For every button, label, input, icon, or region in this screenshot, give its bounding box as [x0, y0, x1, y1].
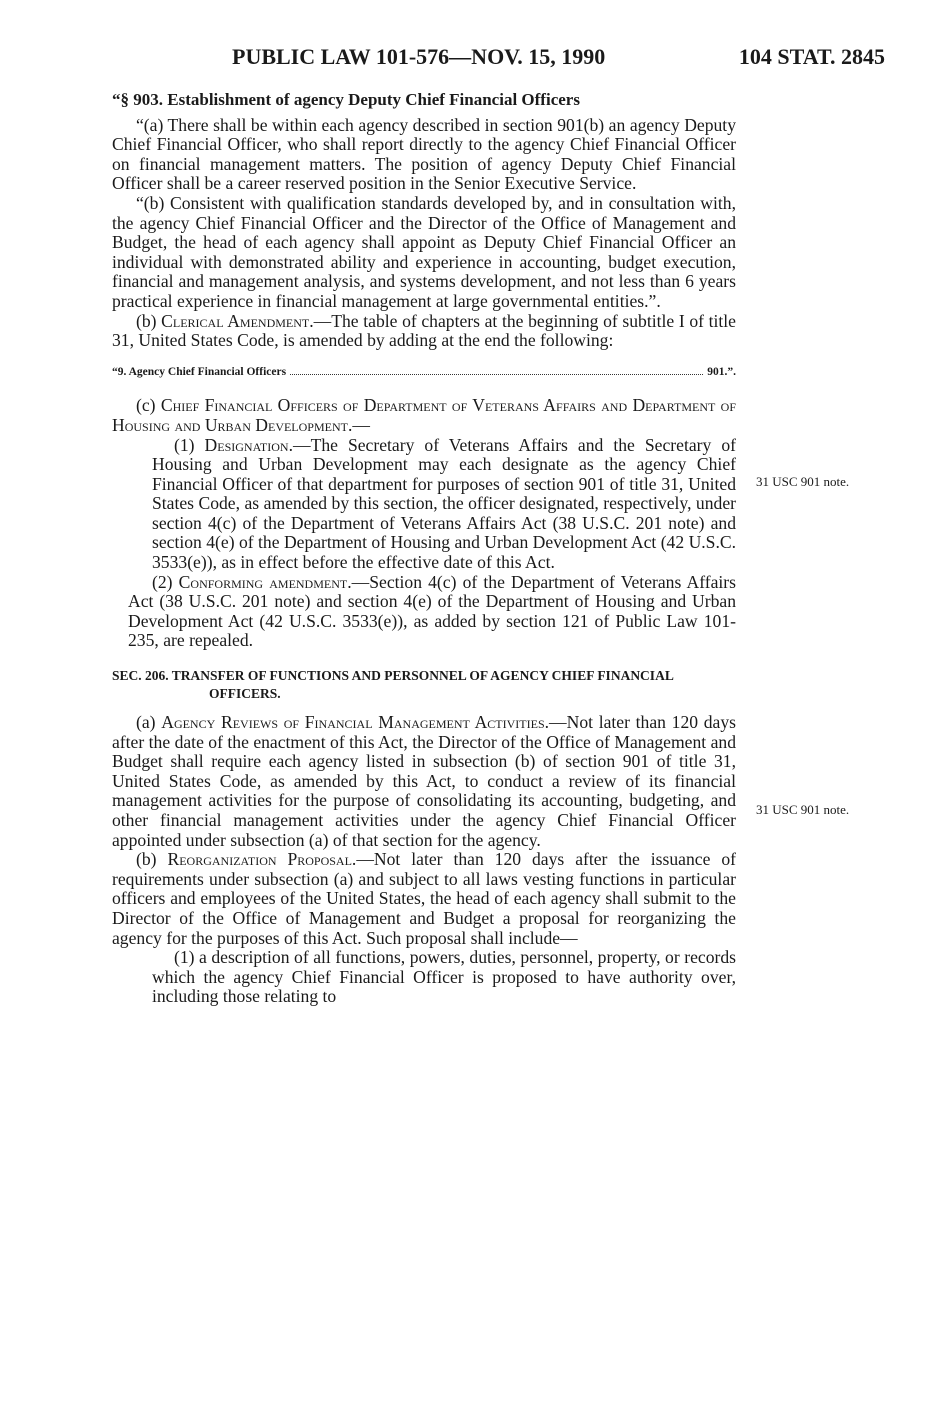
toc-leader-dots: [290, 374, 703, 375]
subsection-c-heading: [112, 396, 736, 435]
s206-a-heading: Agency Reviews of Financial Management Activities.: [161, 712, 550, 733]
section-206-para-b1: (1) a description of all functions, powers, duties, personnel, property, or records which the agency Chief Financial Officer is proposed to have authority over, including those relating to: [152, 947, 736, 1007]
s206-b-heading: Reorganization Proposal.: [167, 849, 357, 870]
c2-heading: Conforming amendment.: [178, 571, 352, 592]
c1-heading: Designation.: [204, 434, 293, 455]
stat-page-number: 104 STAT. 2845: [738, 44, 885, 69]
subsection-c-lead: (c): [136, 395, 161, 416]
public-law-citation: PUBLIC LAW 101-576—NOV. 15, 1990: [232, 44, 606, 69]
subsection-c-paragraph-2: [128, 573, 736, 651]
clerical-amendment: [112, 312, 736, 351]
subsection-c-paragraph-1: [152, 436, 736, 573]
c1-text: —The Secretary of Veterans Affairs and the Secretary of Housing and Urban Development may each designate as the agency Chief Financial Officer of that department for purposes of section 901 of title 31, United States Code, as amended by this section, the officer designated, respectively, under section 4(c) of the Department of Veterans Affairs Act (38 U.S.C. 201 note) and section 4(e) of the Department of Housing and Urban Development Act (42 U.S.C. 3533(e)), as in effect before the effective date of this Act.: [152, 434, 736, 573]
c2-lead: (2): [152, 571, 179, 592]
margin-note-206: 31 USC 901 note.: [756, 802, 850, 817]
section-903-para-b: “(b) Consistent with qualification standards developed by, and in consultation with, the agency Chief Financial Officer and the Director of the Office of Management and Budget, the head of each agency shall appoint as Deputy Chief Financial Officer an individual with demonstrated ability and experience in accounting, budget execution, financial and management analysis, and systems development, and not less than 6 years practical experience in financial management at large governmental entities.”.: [112, 192, 736, 311]
section-903-para-a: “(a) There shall be within each agency described in section 901(b) an agency Deputy Chief Financial Officer, who shall report directly to the agency Chief Financial Officer on financial management matters. The position of agency Deputy Chief Financial Officer shall be a career reserved position in the Senior Executive Service.: [112, 114, 736, 194]
clerical-text: —The table of chapters at the beginning of subtitle I of title 31, United States Code, is amended by adding at the end the following:: [112, 310, 736, 351]
subsection-c-caps: Chief Financial Officers of Department of Veterans Affairs and Department of Housing and Urban Development.: [112, 395, 736, 435]
s206-a-text: —Not later than 120 days after the date of the enactment of this Act, the Director of the Office of Management and Budget shall require each agency listed in subsection (b) of section 901 of title 31, United States Code, as amended by this Act, to conduct a review of its financial management activities for the purpose of consolidating its accounting, budgeting, and other financial management activities under the agency Chief Financial Officer appointed under subsection (a) of that section for the agency.: [112, 712, 736, 850]
toc-page: 901.”.: [707, 365, 736, 378]
body-text: [112, 90, 736, 1007]
section-206-para-a: [112, 713, 736, 850]
toc-entry: [112, 363, 736, 383]
margin-note-c: 31 USC 901 note.: [756, 474, 850, 489]
s206-b-lead: (b): [136, 849, 168, 870]
c1-lead: (1): [174, 434, 205, 455]
section-903-heading: “§ 903. Establishment of agency Deputy Chief Financial Officers: [112, 90, 580, 109]
page-header: [232, 44, 885, 74]
subsection-c-dash: —: [352, 414, 370, 435]
section-206-title: SEC. 206. TRANSFER OF FUNCTIONS AND PERSONNEL OF AGENCY CHIEF FINANCIAL OFFICERS.: [112, 668, 674, 702]
section-206-para-b: [112, 850, 736, 948]
toc-label: “9. Agency Chief Financial Officers: [112, 365, 287, 378]
s206-b-text: —Not later than 120 days after the issuance of requirements under subsection (a) and subject to all laws vesting functions in particular officers and employees of the United States, the head of each agency shall submit to the Director of the Office of Management and Budget a proposal for reorganizing the agency for the purposes of this Act. Such proposal shall include—: [112, 849, 736, 948]
c2-text: —Section 4(c) of the Department of Veterans Affairs Act (38 U.S.C. 201 note) and section 4(e) of the Department of Housing and Urban Development Act (42 U.S.C. 3533(e)), as added by section 121 of Public Law 101-235, are repealed.: [128, 571, 736, 651]
clerical-heading: Clerical Amendment.: [161, 310, 314, 331]
clerical-lead: (b): [136, 310, 162, 331]
s206-a-lead: (a): [136, 712, 162, 733]
